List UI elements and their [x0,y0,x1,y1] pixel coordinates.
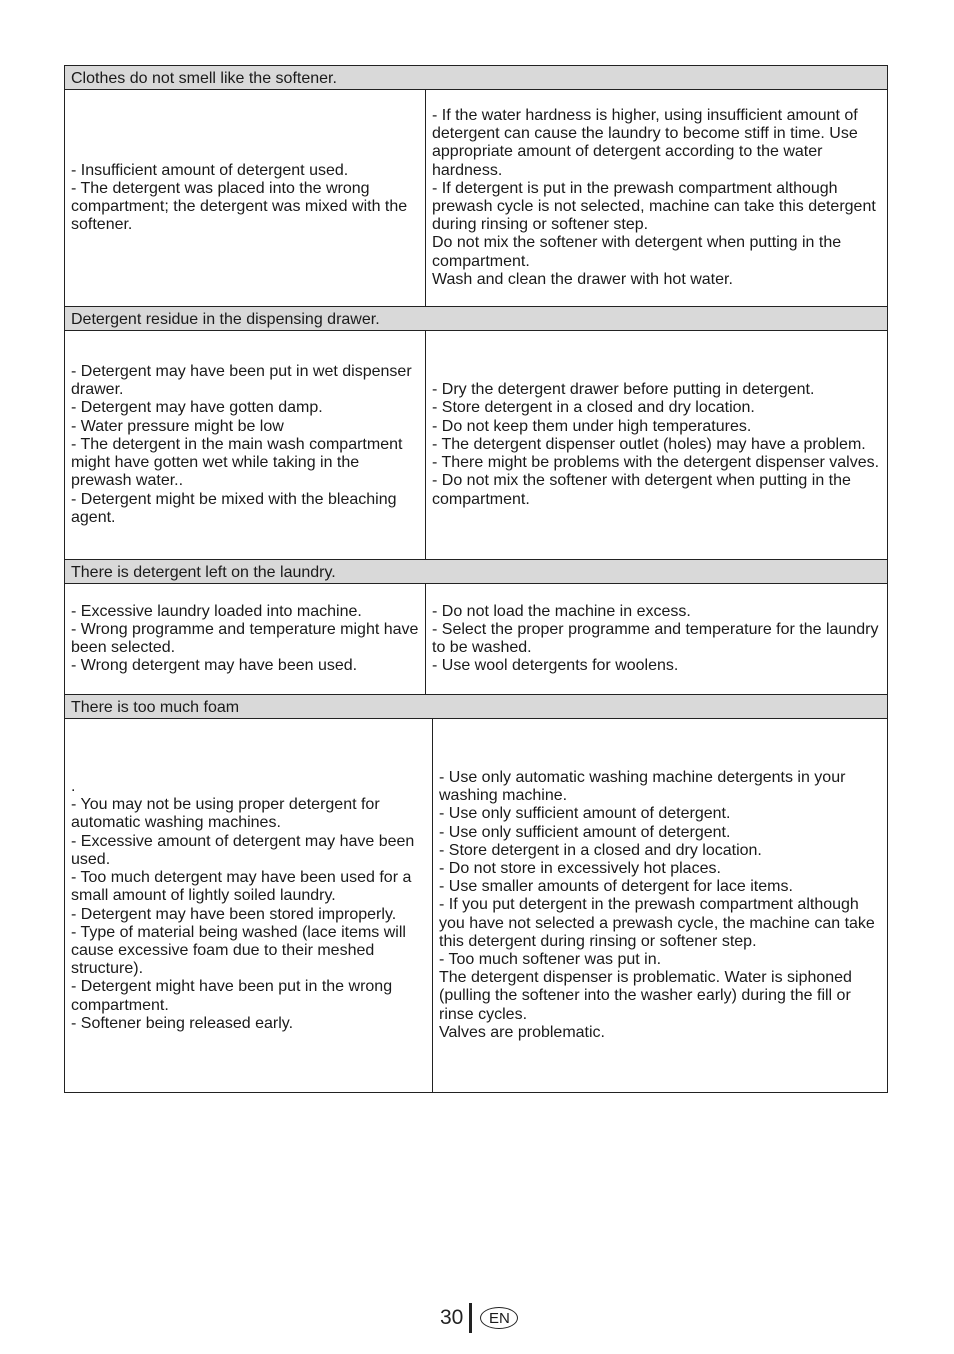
solutions-cell [426,584,887,694]
footer-divider [469,1303,472,1333]
cause-line: - Excessive amount of detergent may have been used. [71,832,415,868]
cause-line: - The detergent in the main wash compartment might have gotten wet while taking in the prewash water.. [71,435,403,490]
troubleshooting-table [64,65,888,1093]
solution-line: - Select the proper programme and temperature for the laundry to be washed. [432,620,879,656]
solutions-cell [426,90,887,306]
cause-line: - Type of material being washed (lace items will cause excessive foam due to their meshed structure). [71,923,406,978]
solution-line: Valves are problematic. [439,1023,605,1041]
causes-cell [65,331,426,559]
cause-line: - Detergent may have gotten damp. [71,399,323,417]
causes-cell [65,584,426,694]
cause-line: - Detergent may have been put in wet dispenser drawer. [71,363,412,399]
solution-line: - Use only sufficient amount of detergent. [439,823,731,841]
solution-line: - There might be problems with the detergent dispenser valves. [432,454,880,472]
table-row [65,331,887,560]
cause-line: - Too much detergent may have been used for a small amount of lightly soiled laundry. [71,869,412,905]
solutions-cell [426,331,887,559]
solution-line: - If the water hardness is higher, using insufficient amount of detergent can cause the laundry to become stiff in time. Use appropriate amount of detergent according to the water hardness. [432,106,858,179]
solution-line: - If you put detergent in the prewash compartment although you have not selected a prewash cycle, the machine can take this detergent during rinsing or softener step. [439,896,875,950]
solution-line: - Use only sufficient amount of detergent. [439,805,731,823]
cause-line: - Insufficient amount of detergent used. [71,161,349,179]
solution-line: - If detergent is put in the prewash compartment although prewash cycle is not selected, machine can take this detergent during rinsing or softener step. [432,179,876,234]
cause-line: - Detergent may have been stored improperly. [71,905,397,923]
solution-line: - Use wool detergents for woolens. [432,657,679,675]
solution-line: - The detergent dispenser outlet (holes) may have a problem. [432,435,866,453]
section-header: Clothes do not smell like the softener. [65,66,887,90]
page-footer [440,1303,518,1333]
solution-line: - Store detergent in a closed and dry location. [432,399,755,417]
solution-line: The detergent dispenser is problematic. Water is siphoned (pulling the softener into the washer early) during the fill or rinse cycles. [439,969,852,1023]
section-header: Detergent residue in the dispensing drawer. [65,307,887,331]
table-row [65,584,887,695]
cause-line: . [71,778,76,796]
cause-line: - Softener being released early. [71,1014,294,1032]
table-row [65,90,887,307]
solution-line: - Do not keep them under high temperatures. [432,417,752,435]
cause-line: - The detergent was placed into the wrong compartment; the detergent was mixed with the softener. [71,179,408,234]
cause-line: - Detergent might be mixed with the bleaching agent. [71,490,397,526]
solution-line: - Use smaller amounts of detergent for lace items. [439,878,793,896]
cause-line: - Detergent might have been put in the wrong compartment. [71,978,393,1014]
cause-line: - Water pressure might be low [71,417,284,435]
table-row [65,719,887,1092]
solution-line: - Too much softener was put in. [439,951,662,968]
solution-line: - Do not mix the softener with detergent when putting in the compartment. [432,472,851,508]
solution-line: - Do not load the machine in excess. [432,602,691,620]
solution-line: - Do not store in excessively hot places. [439,859,721,877]
cause-line: - Excessive laundry loaded into machine. [71,602,362,620]
cause-line: - Wrong programme and temperature might have been selected. [71,620,419,656]
solution-line: Wash and clean the drawer with hot water. [432,270,733,288]
cause-line: - You may not be using proper detergent for automatic washing machines. [71,796,380,832]
solution-line: - Dry the detergent drawer before putting in detergent. [432,381,815,399]
cause-line: - Wrong detergent may have been used. [71,657,358,675]
language-badge: EN [480,1307,518,1329]
section-header: There is detergent left on the laundry. [65,560,887,584]
causes-cell [65,90,426,306]
page-number: 30 [440,1306,464,1329]
causes-cell [65,719,433,1092]
solutions-cell [433,719,887,1092]
section-header: There is too much foam [65,695,887,719]
solution-line: - Use only automatic washing machine detergents in your washing machine. [439,768,846,805]
solution-line: Do not mix the softener with detergent when putting in the compartment. [432,234,842,270]
solution-line: - Store detergent in a closed and dry location. [439,841,762,859]
